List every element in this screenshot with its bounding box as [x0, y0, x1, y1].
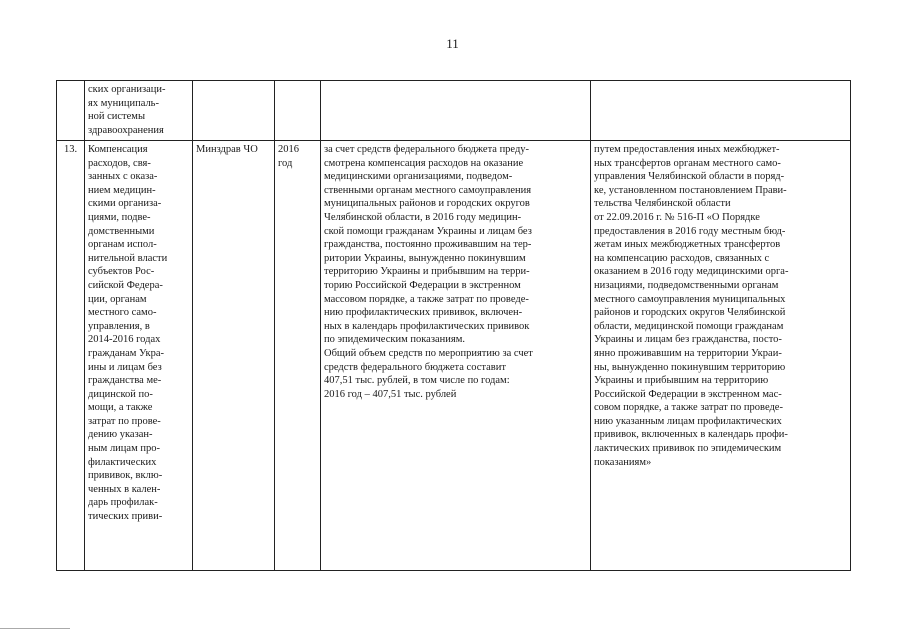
page-number: 11: [446, 36, 459, 51]
row-number-cell: [57, 81, 85, 141]
period-cell: 2016 год: [275, 141, 321, 571]
scan-edge-line: [0, 628, 70, 629]
measures-table: [56, 80, 851, 571]
row-number-cell: 13.: [57, 141, 85, 571]
table-row-13: [57, 141, 851, 571]
period-cell: [275, 81, 321, 141]
executor-cell: Минздрав ЧО: [193, 141, 275, 571]
measure-name-cell: ских организаци- ях муниципаль- ной системы здравоохранения: [85, 81, 193, 141]
funding-cell: [321, 81, 591, 141]
mechanism-cell: путем предоставления иных межбюджет- ных трансфертов органам местного само- управления Челябинской области в поряд- ке, установленном постановлением Прави- тельства Челябинской области от 22.09.2016 г. № 516-П «О Порядке предоставления в 2016 году местным бюд- жетам иных межбюджетных трансфертов на компенсацию расходов, связанных с оказанием в 2016 году медицинскими орга- низациями, подведомственными органам местного самоуправления муниципальных районов и городских округов Челябинской области, медицинской помощи гражданам Украины и лицам без гражданства, посто- янно проживавшим на территории Украи- ны, вынужденно покинувшим территорию Украины и прибывшим на территорию Российской Федерации в экстренном мас- совом порядке, а также затрат по проведе- нию указанным лицам профилактических прививок, включенных в календарь профи- лактических прививок по эпидемическим показаниям»: [591, 141, 851, 571]
table-row-continuation: [57, 81, 851, 141]
measure-name-cell: Компенсация расходов, свя- занных с оказа- нием медицин- скими организа- циями, подве- домственными органам испол- нительной власти субъектов Рос- сийской Федера- ции, органам местного само- управления, в 2014-2016 годах гражданам Укра- ины и лицам без гражданства ме- дицинской по- мощи, а также затрат по прове- дению указан- ным лицам про- филактических прививок, вклю- ченных в кален- дарь профилак- тических приви-: [85, 141, 193, 571]
executor-cell: [193, 81, 275, 141]
mechanism-cell: [591, 81, 851, 141]
funding-cell: за счет средств федерального бюджета преду- смотрена компенсация расходов на оказание медицинскими организациями, подведом- ственными органам местного самоуправления муниципальных районов и городских округов Челябинской области, в 2016 году медицин- ской помощи гражданам Украины и лицам без гражданства, постоянно проживавшим на тер- ритории Украины, вынужденно покинувшим территорию Украины и прибывшим на терри- торию Российской Федерации в экстренном массовом порядке, а также затрат по проведе- нию профилактических прививок, включен- ных в календарь профилактических прививок по эпидемическим показаниям. Общий объем средств по мероприятию за счет средств федерального бюджета составит 407,51 тыс. рублей, в том числе по годам: 2016 год – 407,51 тыс. рублей: [321, 141, 591, 571]
